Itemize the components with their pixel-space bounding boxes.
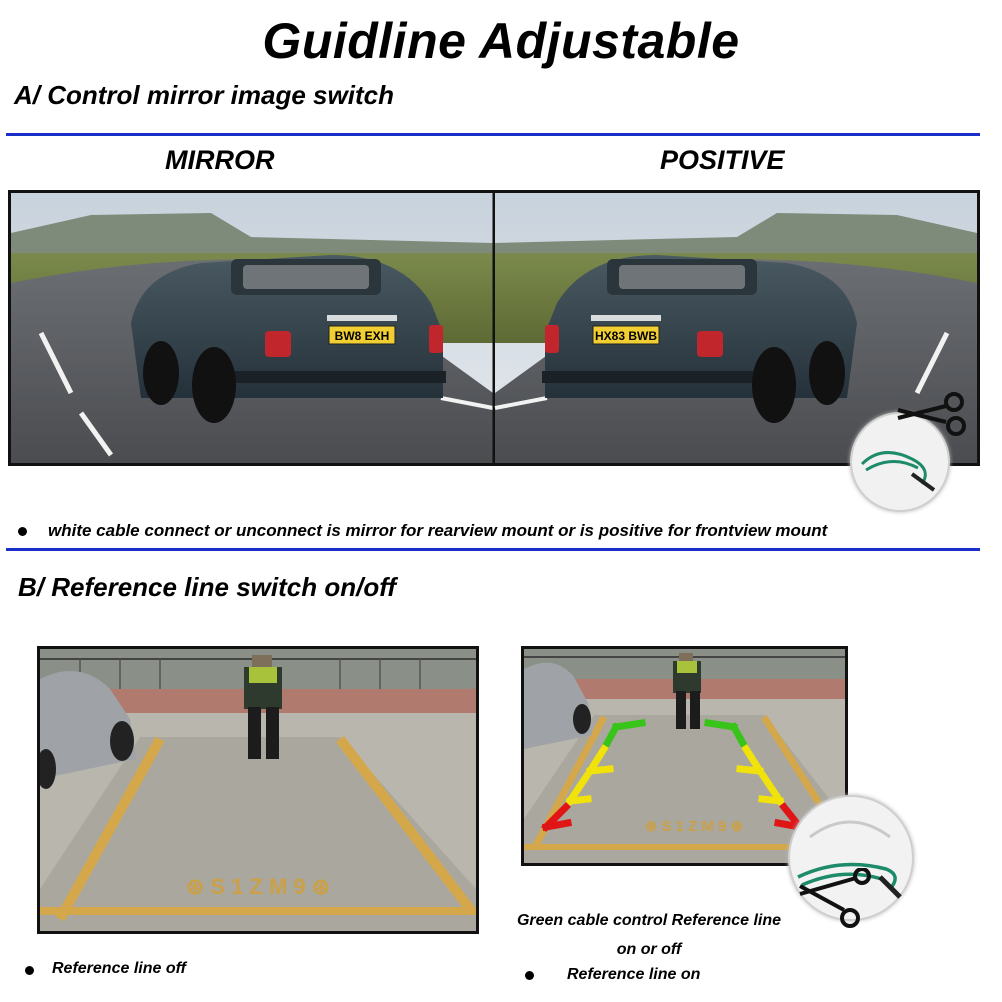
ground-marking-off: ⊛ S 1 Z M 9 ⊛ xyxy=(185,874,331,899)
green-cable-caption-line1: Green cable control Reference line xyxy=(516,912,782,929)
mirror-label: MIRROR xyxy=(165,145,275,175)
reference-off-label: Reference line off xyxy=(52,960,186,977)
bullet-icon xyxy=(25,966,34,975)
section-a-heading: A/ Control mirror image switch xyxy=(14,80,394,110)
green-cable-caption-line2: on or off xyxy=(616,941,682,958)
section-a-note: white cable connect or unconnect is mirror for rearview mount or is positive for frontview mount xyxy=(48,521,828,540)
section-b-heading: B/ Reference line switch on/off xyxy=(18,572,397,602)
mirror-scene xyxy=(11,193,493,463)
reference-on-label: Reference line on xyxy=(567,966,701,983)
positive-label: POSITIVE xyxy=(660,145,785,175)
mirror-plate: BW8 EXH xyxy=(334,329,390,343)
reference-off-photo xyxy=(37,646,479,934)
page-title: Guidline Adjustable xyxy=(262,13,740,69)
scissors-icon xyxy=(896,388,974,438)
bullet-icon xyxy=(18,527,27,536)
ground-marking-on: ⊛ S 1 Z M 9 ⊛ xyxy=(644,818,744,835)
bullet-icon xyxy=(525,971,534,980)
divider-middle xyxy=(6,548,980,551)
positive-plate: HX83 BWB xyxy=(594,329,658,343)
divider-top xyxy=(6,133,980,136)
mirror-positive-photo xyxy=(8,190,980,466)
